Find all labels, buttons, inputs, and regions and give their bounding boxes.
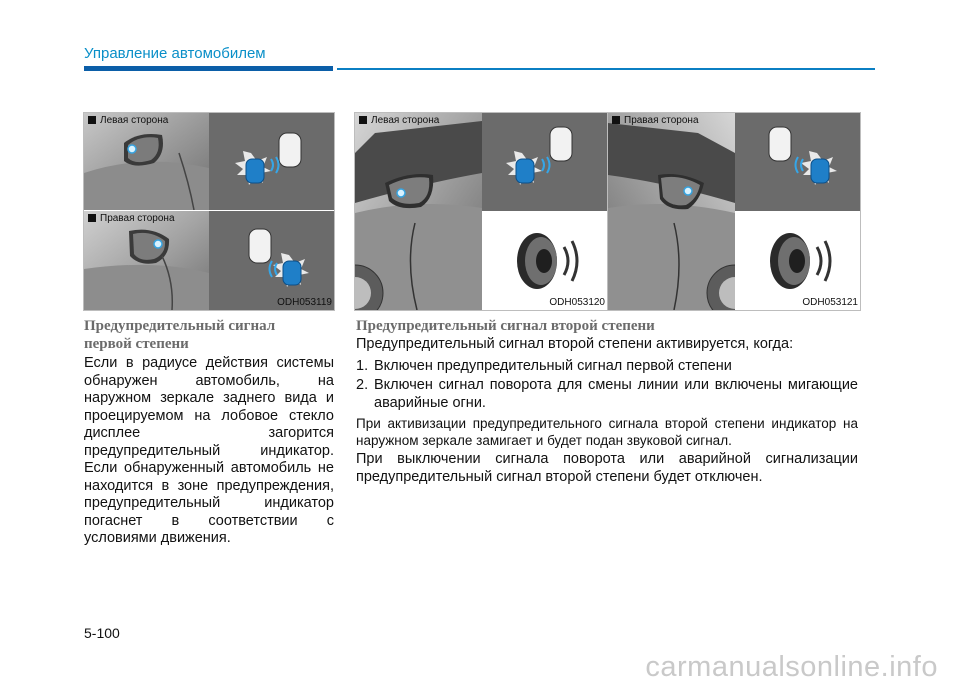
figure-odh053119 — [83, 112, 335, 311]
first-stage-heading-line2: первой степени — [84, 336, 189, 352]
radar-image-left — [482, 113, 607, 211]
radar-top-image — [209, 113, 334, 210]
figure-code-3: ODH053121 — [802, 297, 858, 308]
watermark: carmanualsonline.info — [645, 651, 938, 683]
caption-left-side: Левая сторона — [88, 115, 168, 126]
second-stage-intro: Предупредительный сигнал второй степени активируется, когда: — [356, 336, 794, 352]
figure-odh053121 — [607, 112, 861, 311]
radar-bottom-image — [209, 211, 334, 310]
right-mirror-car-image — [608, 113, 735, 310]
activation-note: При активизации предупредительного сигнала второй степени индикатор на наружном зеркале замигает и будет подан звуковой сигнал. — [356, 416, 858, 448]
section-title: Управление автомобилем — [84, 45, 266, 62]
first-stage-paragraph: Если в радиусе действия системы обнаружен автомобиль, на наружном зеркале заднего вида и проецируемом на лобовое стекло дисплее загорится предупредительный индикатор. Если обнаруженный автомобиль не находится в зоне предупреждения, предупредительный индикатор погаснет в соответствии с условиями движения. — [84, 355, 334, 546]
list-item: 2. Включен сигнал поворота для смены линии или включены мигающие аварийные огни. — [356, 377, 858, 411]
header-rule-light — [337, 68, 875, 70]
deactivation-note: При выключении сигнала поворота или аварийной сигнализации предупредительный сигнал второй степени будет отключен. — [356, 451, 858, 485]
caption-right-side: Правая сторона — [88, 213, 175, 224]
first-stage-heading-line1: Предупредительный сигнал — [84, 318, 276, 334]
right-mirror-image — [84, 211, 209, 310]
left-mirror-image — [84, 113, 209, 210]
figure-code: ODH053119 — [277, 297, 332, 308]
page-number: 5-100 — [84, 625, 120, 641]
radar-image-right — [735, 113, 860, 211]
header-rule-dark — [84, 66, 333, 71]
list-item: 1. Включен предупредительный сигнал первой степени — [356, 358, 732, 374]
first-stage-heading — [84, 317, 334, 353]
figure-odh053120 — [354, 112, 608, 311]
speaker-icon — [482, 211, 607, 310]
second-stage-heading: Предупредительный сигнал второй степени — [356, 318, 655, 334]
speaker-icon-2 — [735, 211, 860, 310]
caption-left-side-2: Левая сторона — [359, 115, 439, 126]
left-mirror-car-image — [355, 113, 482, 310]
figure-code-2: ODH053120 — [549, 297, 605, 308]
caption-right-side-2: Правая сторона — [612, 115, 699, 126]
